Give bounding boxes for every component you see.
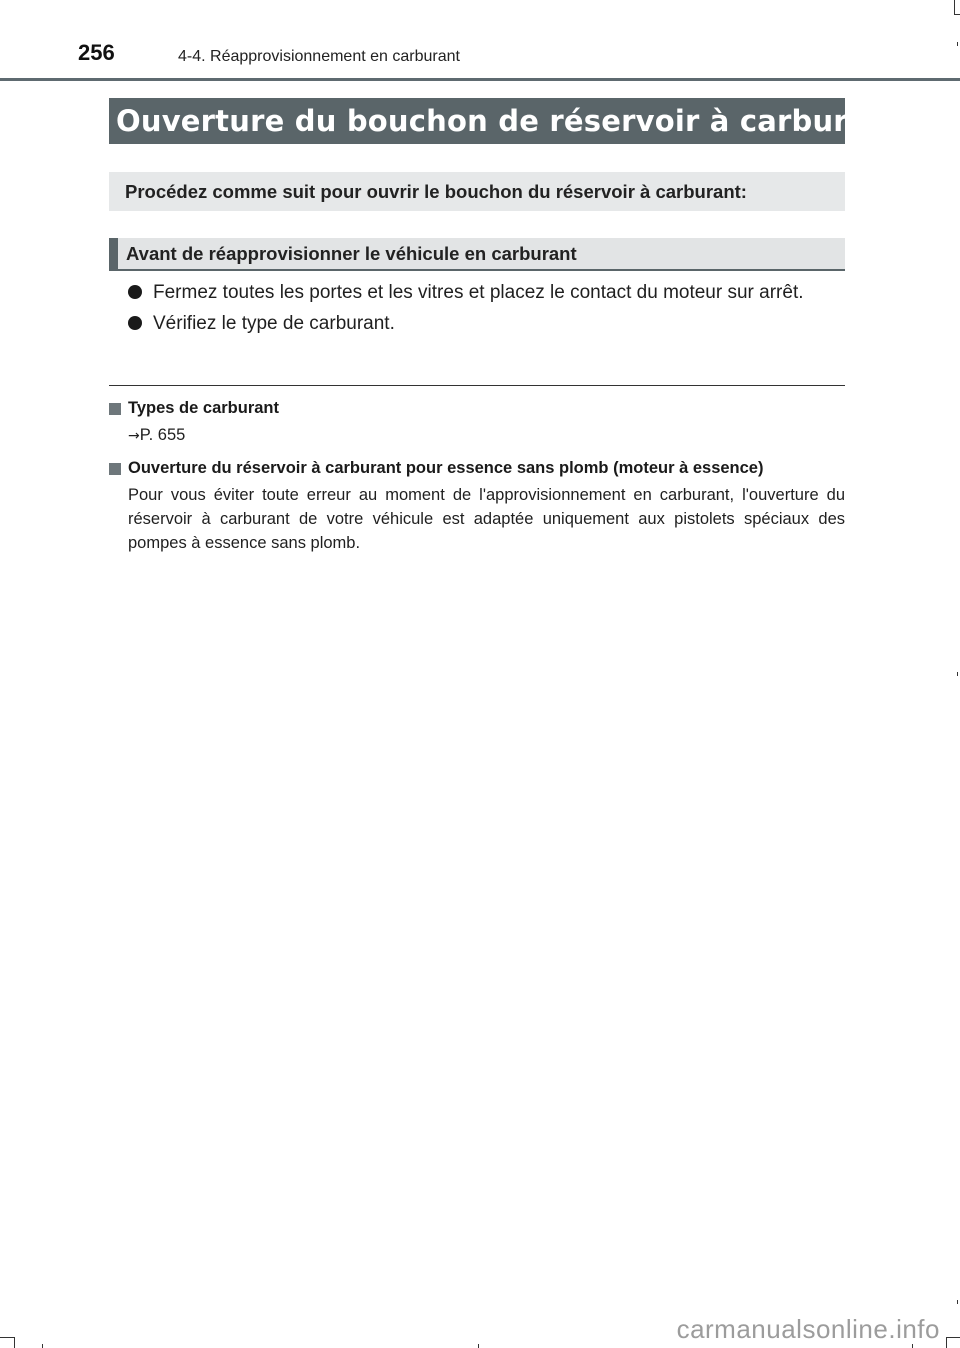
- crop-mark: [14, 1337, 15, 1348]
- crop-mark: [957, 1300, 958, 1304]
- crop-mark: [957, 42, 958, 46]
- page-reference-arrow-icon: →: [128, 428, 140, 444]
- intro-box: [109, 172, 845, 211]
- main-title: Ouverture du bouchon de réservoir à carburant: [116, 104, 903, 138]
- square-bullet-icon: [109, 463, 121, 475]
- square-bullet-icon: [109, 403, 121, 415]
- section-rule: [109, 385, 845, 386]
- crop-mark: [478, 1344, 479, 1348]
- note-body: Pour vous éviter toute erreur au moment de l'approvisionnement en carburant, l'ouverture du réservoir à carburant de votre véhicule est adaptée uniquement aux pistolets spéciaux des pompes à essence sans plomb.: [128, 486, 845, 552]
- subhead-bar: [109, 238, 845, 271]
- note-title-row: [109, 399, 845, 418]
- subhead-accent: [109, 238, 118, 269]
- list-item: [128, 309, 840, 338]
- crop-mark: [954, 0, 955, 14]
- intro-text: Procédez comme suit pour ouvrir le bouchon du réservoir à carburant:: [125, 180, 747, 202]
- crop-mark: [0, 1337, 14, 1338]
- chapter-title: 4-4. Réapprovisionnement en carburant: [178, 48, 460, 65]
- list-item: [128, 278, 840, 307]
- note-body: [128, 423, 845, 448]
- bullet-dot-icon: [128, 316, 142, 330]
- crop-mark: [946, 1337, 960, 1338]
- crop-mark: [946, 1337, 947, 1348]
- bullet-list: [128, 278, 840, 340]
- crop-mark: [957, 672, 958, 676]
- note-title: Types de carburant: [128, 399, 279, 417]
- note-title-row: [109, 459, 845, 478]
- crop-mark: [42, 1344, 43, 1348]
- bullet-dot-icon: [128, 285, 142, 299]
- bullet-text: Fermez toutes les portes et les vitres et placez le contact du moteur sur arrêt.: [153, 282, 804, 303]
- watermark: carmanualsonline.info: [676, 1314, 940, 1344]
- page-reference-link[interactable]: P. 655: [139, 426, 186, 444]
- note-title: Ouverture du réservoir à carburant pour essence sans plomb (moteur à essence): [128, 459, 764, 477]
- page-number: 256: [78, 40, 115, 65]
- note-unleaded-inlet: [109, 459, 845, 555]
- bullet-text: Vérifiez le type de carburant.: [153, 313, 395, 334]
- crop-mark: [954, 14, 960, 15]
- main-title-bar: [109, 98, 903, 144]
- subhead-text: Avant de réapprovisionner le véhicule en carburant: [126, 242, 577, 264]
- header-rule: [0, 78, 960, 81]
- note-fuel-types: [109, 399, 845, 448]
